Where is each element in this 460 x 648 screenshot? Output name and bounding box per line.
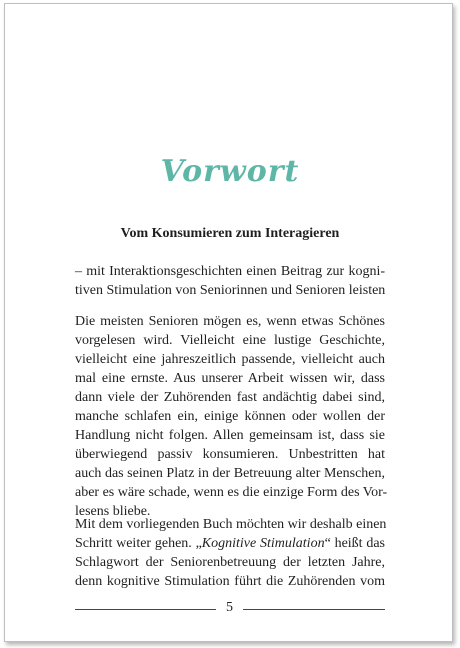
body-paragraph	[75, 515, 385, 591]
text-line	[75, 534, 385, 553]
text-span: Schritt weiter gehen. „	[75, 536, 202, 551]
chapter-subtitle: Vom Konsumieren zum Interagieren	[120, 226, 340, 241]
text-line: dann viele der Zuhörenden fast andächtig dabei sind,	[75, 390, 385, 405]
body-paragraph	[75, 312, 388, 521]
text-line: Schlagwort der Seniorenbetreuung der letzten Jahre,	[75, 555, 385, 570]
text-line: – mit Interaktionsgeschichten einen Beitrag zur kogni-	[75, 264, 385, 279]
emphasized-term: Kognitive Stimulation	[201, 536, 325, 551]
text-line: überwiegend passiv konsumieren. Unbestritten hat	[75, 447, 385, 462]
text-line: vielleicht eine jahreszeitlich passende, vielleicht auch	[75, 352, 385, 367]
page-number: 5	[226, 600, 233, 615]
text-line: mal eine ernste. Aus unserer Arbeit wissen wir, dass	[75, 371, 385, 386]
text-line: vorgelesen wird. Vielleicht eine lustige Geschichte,	[75, 333, 385, 348]
text-line: manche schlafen ein, einige können oder wollen der	[75, 409, 385, 424]
text-line: Mit dem vorliegenden Buch möchten wir deshalb einen	[75, 517, 387, 532]
text-line: aber es wäre schade, wenn es die einzige Form des Vor-	[75, 485, 388, 500]
text-line: Die meisten Senioren mögen es, wenn etwas Schönes	[75, 314, 385, 329]
footer-rule-right	[243, 609, 385, 610]
text-line: Handlung nicht folgen. Allen gemeinsam ist, dass sie	[75, 428, 385, 443]
text-line: tiven Stimulation von Seniorinnen und Senioren leisten	[75, 283, 386, 298]
text-line: lesens bliebe.	[75, 504, 151, 519]
text-span: “ heißt das	[324, 536, 386, 551]
intro-paragraph	[75, 262, 385, 300]
text-line: auch das seinen Platz in der Betreuung alter Menschen,	[75, 466, 385, 481]
text-line: denn kognitive Stimulation führt die Zuhörenden vom	[75, 574, 385, 589]
chapter-title: Vorwort	[160, 154, 300, 189]
footer-rule-left	[75, 609, 216, 610]
